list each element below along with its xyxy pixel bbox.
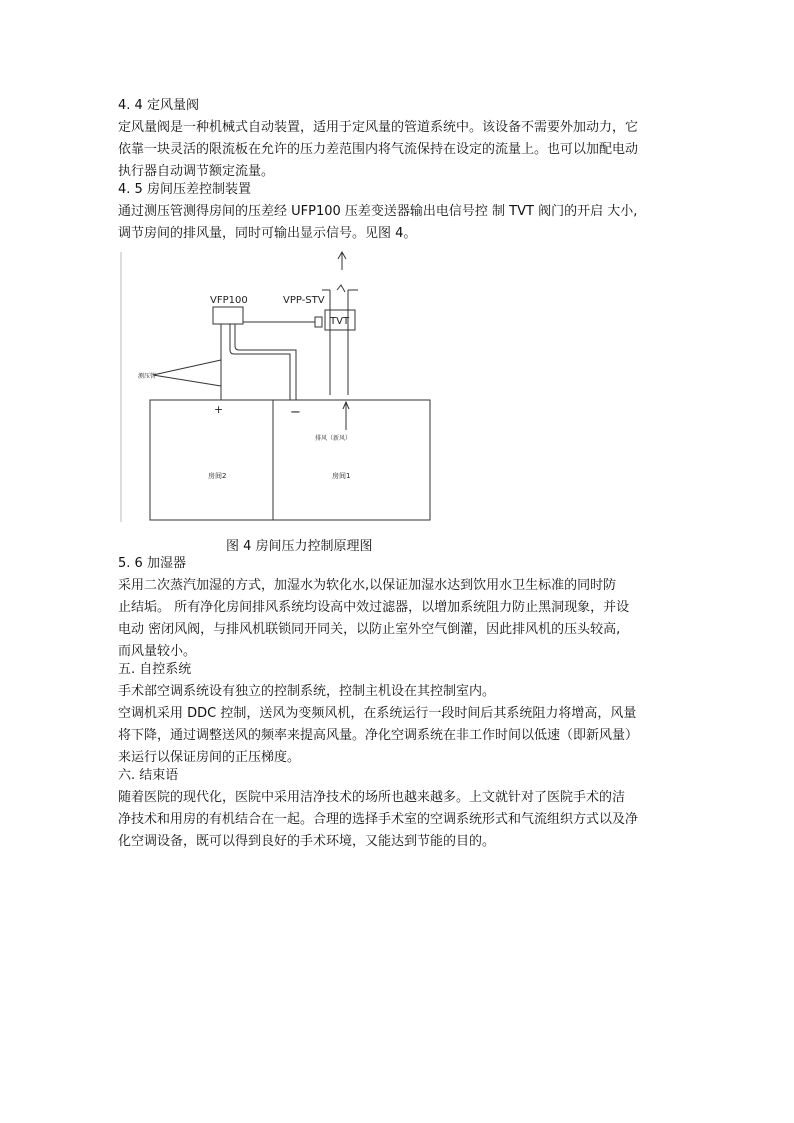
label-room1: 房间1 — [332, 472, 351, 480]
paragraph-line: 电动 密闭风阀，与排风机联锁同开同关，以防止室外空气倒灌，因此排风机的压头较高, — [118, 622, 621, 637]
label-room2: 房间2 — [208, 472, 227, 480]
pressure-pipe-minus — [230, 324, 290, 400]
paragraph-line: 将下降，通过调整送风的频率来提高风量。净化空调系统在非工作时间以低速（即新风量） — [118, 728, 639, 743]
label-vpp-stv: VPP-STV — [283, 295, 325, 306]
heading-4-5: 4. 5 房间压差控制装置 — [118, 182, 251, 197]
label-plus: + — [214, 403, 224, 416]
paragraph-line: 定风量阀是一种机械式自动装置，适用于定风量的管道系统中。该设备不需要外加动力，它 — [118, 120, 639, 135]
paragraph-line: 来运行以保证房间的正压梯度。 — [118, 750, 301, 765]
duct-break-mark — [337, 285, 345, 292]
leader-line — [153, 375, 221, 386]
actuator-box — [315, 317, 322, 327]
paragraph-line: 而风量较小。 — [118, 644, 197, 659]
paragraph-line: 净技术和用房的有机结合在一起。合理的选择手术室的空调系统形式和气流组织方式以及净 — [118, 812, 639, 827]
paragraph-line: 依靠一块灵活的限流板在允许的压力差范围内将气流保持在设定的流量上。也可以加配电动 — [118, 142, 639, 157]
paragraph-line: 手术部空调系统设有独立的控制系统，控制主机设在其控制室内。 — [118, 684, 496, 699]
pressure-pipe-minus-inner — [235, 324, 296, 400]
label-vfp100: VFP100 — [210, 295, 248, 306]
label-minus: − — [290, 405, 301, 420]
paragraph-line: 采用二次蒸汽加湿的方式，加湿水为软化水,以保证加湿水达到饮用水卫生标准的同时防 — [118, 578, 617, 593]
paragraph-line: 随着医院的现代化，医院中采用洁净技术的场所也越来越多。上文就针对了医院手术的洁 — [118, 790, 626, 805]
paragraph-line: 调节房间的排风量，同时可输出显示信号。见图 4。 — [118, 226, 417, 241]
label-pressure-pipe: 测压管 — [138, 373, 157, 380]
vfp100-device — [213, 307, 243, 324]
paragraph-line: 止结垢。 所有净化房间排风系统均设高中效过滤器，以增加系统阻力防止黑洞现象，并设 — [118, 600, 630, 615]
heading-4-4: 4. 4 定风量阀 — [118, 98, 199, 113]
heading-5-6: 5. 6 加湿器 — [118, 556, 186, 571]
paragraph-line: 执行器自动调节额定流量。 — [118, 164, 275, 179]
figure-caption: 图 4 房间压力控制原理图 — [226, 539, 373, 554]
paragraph-line: 化空调设备，既可以得到良好的手术环境，又能达到节能的目的。 — [118, 834, 496, 849]
paragraph-line: 空调机采用 DDC 控制，送风为变频风机，在系统运行一段时间后其系统阻力将增高，风量 — [118, 706, 637, 721]
figure-room-pressure-diagram — [118, 250, 478, 525]
paragraph-line: 通过测压管测得房间的压差经 UFP100 压差变送器输出电信号控 制 TVT 阀门的开启 大小, — [118, 204, 638, 219]
diagram-svg — [118, 250, 478, 525]
heading-section-5: 五. 自控系统 — [118, 662, 192, 677]
heading-section-6: 六. 结束语 — [118, 768, 179, 783]
label-tvt: TVT — [330, 316, 350, 327]
label-exhaust: 排风（新风） — [315, 435, 352, 442]
leader-line — [153, 360, 221, 375]
